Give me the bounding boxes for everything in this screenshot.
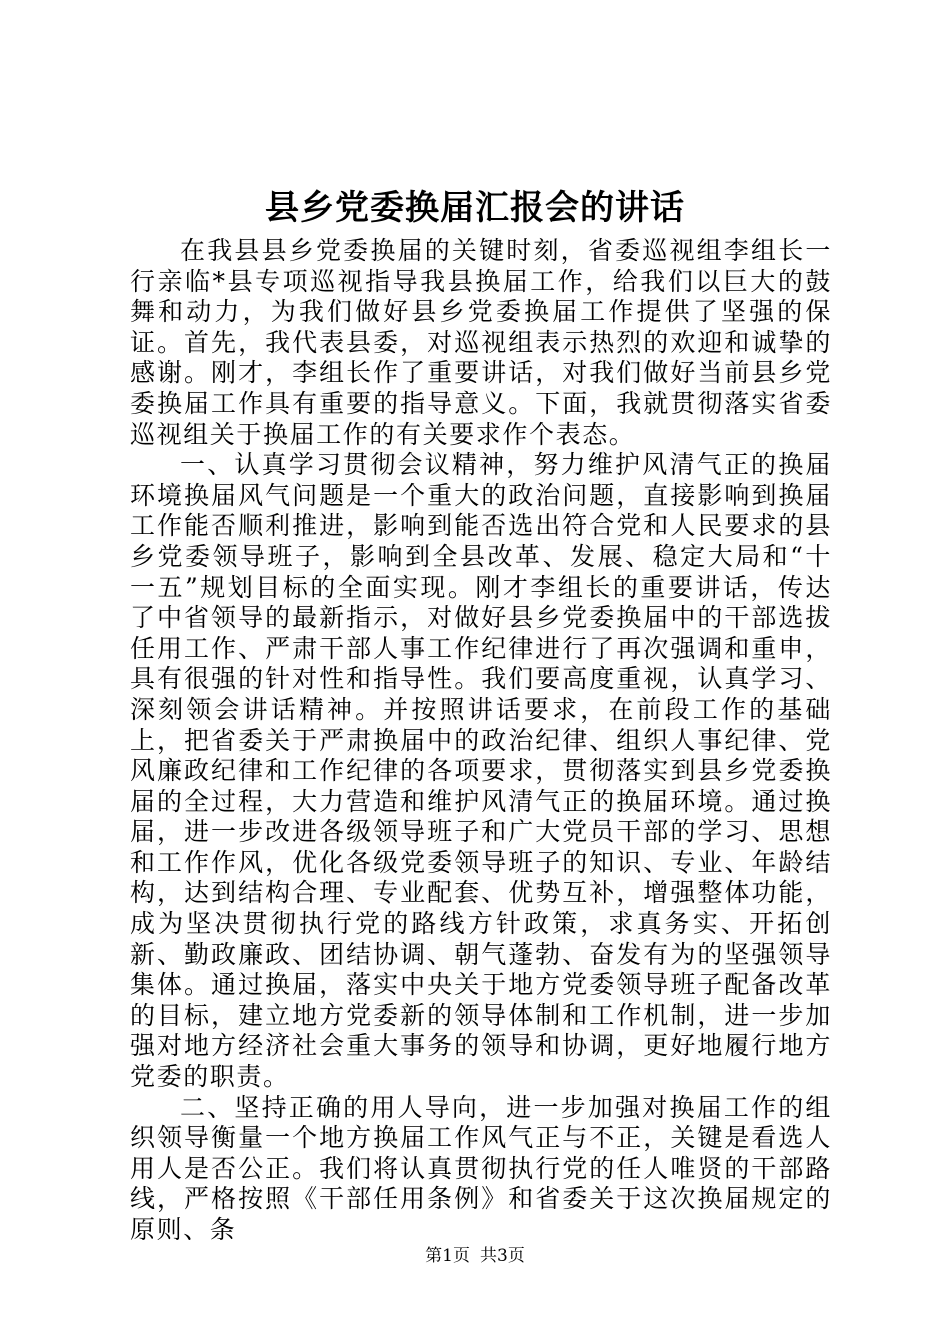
page-number: 第1页 bbox=[425, 1246, 470, 1266]
document-title: 县乡党委换届汇报会的讲话 bbox=[265, 188, 685, 228]
paragraph-intro: 在我县县乡党委换届的关键时刻，省委巡视组李组长一行亲临*县专项巡视指导我县换届工作，给我们以巨大的鼓舞和动力，为我们做好县乡党委换届工作提供了坚强的保证。首先，我代表县委，对巡视组表示热烈的欢迎和诚挚的感谢。刚才，李组长作了重要讲话，对我们做好当前县乡党委换届工作具有重要的指导意义。下面，我就贯彻落实省委巡视组关于换届工作的有关要求作个表态。 bbox=[130, 236, 832, 449]
paragraph-section-two: 二、坚持正确的用人导向，进一步加强对换届工作的组织领导衡量一个地方换届工作风气正与不正，关键是看选人用人是否公正。我们将认真贯彻执行党的任人唯贤的干部路线，严格按照《干部任用条例》和省委关于这次换届规定的原则、条 bbox=[130, 1092, 832, 1244]
page-footer bbox=[0, 1244, 950, 1268]
paragraph-section-one: 一、认真学习贯彻会议精神，努力维护风清气正的换届环境换届风气问题是一个重大的政治问题，直接影响到换届工作能否顺利推进，影响到能否选出符合党和人民要求的县乡党委领导班子，影响到全县改革、发展、稳定大局和“十一五”规划目标的全面实现。刚才李组长的重要讲话，传达了中省领导的最新指示，对做好县乡党委换届中的干部选拔任用工作、严肃干部人事工作纪律进行了再次强调和重申，具有很强的针对性和指导性。我们要高度重视，认真学习、深刻领会讲话精神。并按照讲话要求，在前段工作的基础上，把省委关于严肃换届中的政治纪律、组织人事纪律、党风廉政纪律和工作纪律的各项要求，贯彻落实到县乡党委换届的全过程，大力营造和维护风清气正的换届环境。通过换届，进一步改进各级领导班子和广大党员干部的学习、思想和工作作风，优化各级党委领导班子的知识、专业、年龄结构，达到结构合理、专业配套、优势互补，增强整体功能，成为坚决贯彻执行党的路线方针政策，求真务实、开拓创新、勤政廉政、团结协调、朝气蓬勃、奋发有为的坚强领导集体。通过换届，落实中央关于地方党委领导班子配备改革的目标，建立地方党委新的领导体制和工作机制，进一步加强对地方经济社会重大事务的领导和协调，更好地履行地方党委的职责。 bbox=[130, 450, 832, 1092]
document-body bbox=[130, 236, 832, 1246]
page-total: 共3页 bbox=[480, 1246, 525, 1266]
